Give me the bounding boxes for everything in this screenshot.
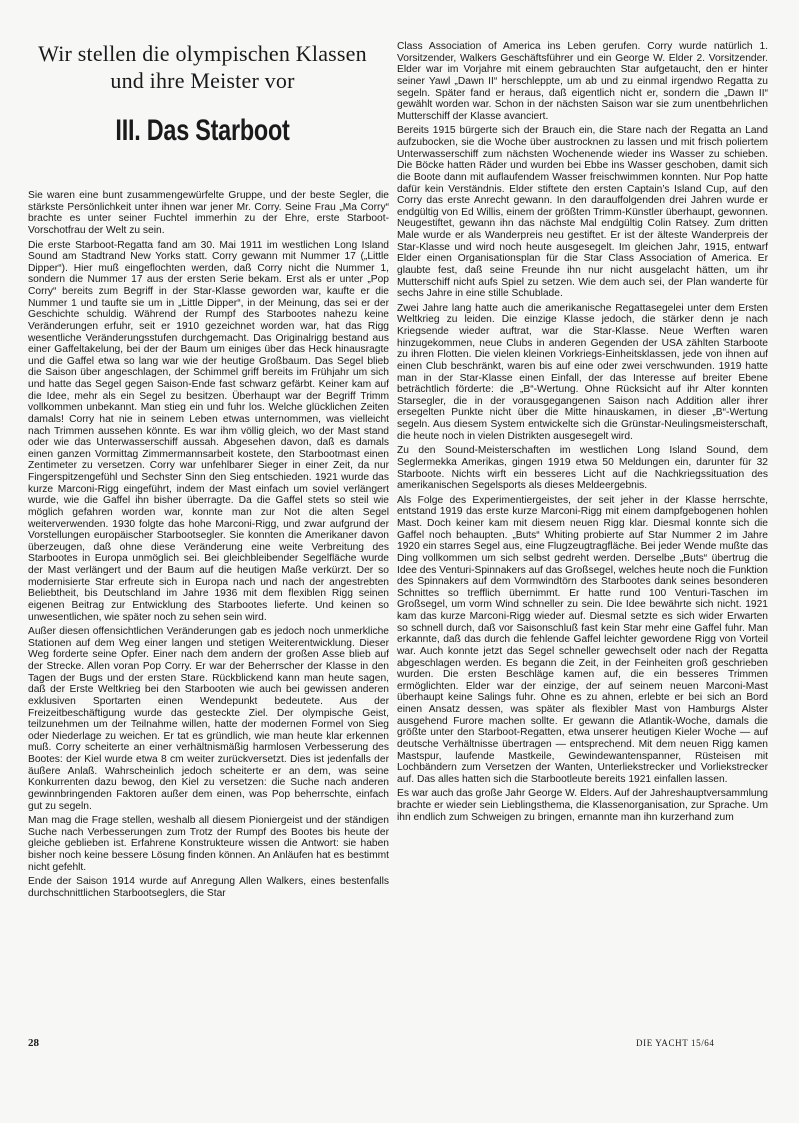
magazine-issue: DIE YACHT 15/64	[636, 1038, 715, 1048]
paragraph: Zu den Sound-Meisterschaften im westlichen Long Island Sound, dem Seglermekka Amerikas, gingen 1919 etwa 50 Meldungen ein, darunter für 32 Starboote. Nichts wirft ein besseres Licht auf die Nachkriegssituation des amerikanischen Segelsports als dieses Meldeergebnis.	[397, 445, 768, 492]
paragraph: Außer diesen offensichtlichen Veränderungen gab es jedoch noch unmerkliche Stationen auf dem Weg einer langen und stetigen Weiterentwicklung. Dieser Weg forderte seine Opfer. Einer nach dem andern der großen Asse blieb auf der Strecke. Allen voran Pop Corry. Er war der Beherrscher der Klasse in den Tagen der Bugs und der ersten Stare. Rückblickend kann man heute sagen, daß der Erste Weltkrieg bei den Starbooten wie auch bei gewissen anderen exklusiven Sportarten einen Wendepunkt bedeutete. Aus der Freizeitbeschäftigung wurde das gesteckte Ziel. Der olympische Geist, teilzunehmen um der Teilnahme willen, hatte der modernen Formel von Sieg oder Niederlage zu weichen. Er tat es gründlich, wie man heute klar erkennen muß. Corry scheiterte an einer verhältnismäßig harmlosen Verbesserung des Bootes: der Kiel wurde etwa 8 cm weiter zurückversetzt. Dies ist jedenfalls der äußere Anlaß. Wahrscheinlich jedoch scheiterte er an dem, was seine Konkurrenten dazu bewog, den Kiel zu versetzen: die Suche nach anderen gewinnbringenden Faktoren außer dem einen, was Pop beherrschte, einfach gut zu segeln.	[28, 626, 389, 812]
page-number: 28	[28, 1037, 39, 1049]
paragraph: Man mag die Frage stellen, weshalb all diesem Pioniergeist und der ständigen Suche nach Verbesserungen zum Trotz der Rumpf des Bootes bis heute der gleiche geblieben ist. Erfahrene Konstrukteure wissen die Antwort: sie haben bisher noch keine bessere Lösung finden können. An Anläufen hat es bestimmt nicht gefehlt.	[28, 815, 389, 873]
headline-line-1: Wir stellen die olympischen Klassen	[38, 41, 367, 66]
left-column	[28, 190, 389, 1028]
right-column	[397, 41, 768, 1029]
paragraph: Ende der Saison 1914 wurde auf Anregung Allen Walkers, eines bestenfalls durchschnittlichen Starbootseglers, die Star	[28, 876, 389, 899]
paragraph: Sie waren eine bunt zusammengewürfelte Gruppe, und der beste Segler, die stärkste Persönlichkeit unter ihnen war jener Mr. Corry. Seine Frau „Ma Corry“ brachte es unter seiner Fuchtel immerhin zu der Ehre, erste Starboot-Vorschotfrau der Welt zu sein.	[28, 190, 389, 236]
paragraph: Die erste Starboot-Regatta fand am 30. Mai 1911 im westlichen Long Island Sound am Stadtrand New Yorks statt. Corry gewann mit Nummer 17 („Little Dipper“). Hier muß eingeflochten werden, daß Corry nicht die Nummer 1, sondern die Nummer 17 aus der ersten Serie bekam. Erst als er unter „Pop Corry“ bereits zum Begriff in der Star-Klasse geworden war, kaufte er die Nummer 1 und taufte sie um in „Little Dipper“, in der Meinung, das sei er der Geschichte schuldig. Während der Rumpf des Starbootes nahezu keine Veränderungen erfuhr, seit er 1910 gezeichnet worden war, hat das Rigg wesentliche Veränderungsstufen durchgemacht. Das Originalrigg bestand aus einer Gaffeltakelung, bei der der Baum um einiges über das Heck hinausragte und die Gaffel etwa so lang war wie der heutige Großbaum. Das Segel blieb die Saison über angeschlagen, der Schimmel griff bereits im Frühjahr um sich und hatte das Segel gegen Saison-Ende fast schwarz gefärbt. Keiner kam auf die Idee, mehr als ein Segel zu besitzen. Überhaupt war der Begriff Trimm vollkommen unbekannt. Man stieg ein und fuhr los. Welche glücklichen Zeiten damals! Corry hat nie in seinem Leben etwas unternommen, was vielleicht nach Trimmen aussehen könnte. Es war ihm völlig gleich, wo der Mast stand oder wie das Unterwasserschiff aussah. Abgesehen davon, daß es damals einen ganzen Vormittag Zimmermannsarbeit kostete, den Starbootmast einen Zentimeter zu versetzen. Corry war unfehlbarer Sieger in einer Zeit, da nur Fingerspitzengefühl und Sechster Sinn den Sieg entschieden. 1921 wurde das kurze Marconi-Rigg eingeführt, indem der Mast einfach um soviel verlängert wurde, wie die Gaffel ihn bisher überragte. Da die Gaffel stets so steil wie möglich gefahren worden war, konnte man zur Not die alten Segel weiterverwenden. 1930 folgte das hohe Marconi-Rigg, und zwar aufgrund der Vorstellungen europäischer Starbootsegler. Sie konnten die Amerikaner davon überzeugen, daß ohne diese Veränderung eine weite Verbreitung des Starbootes in Europa unmöglich sei. Bei gleichbleibender Segelfläche wurde der Mast verlängert und der Baum auf die heutigen Maße verkürzt. Der so modernisierte Star erfreute sich in Europa nach und nach der angestrebten Beliebtheit, bis Deutschland im Jahre 1936 mit dem flexiblen Rigg seinen eigenen Beitrag zur Entwicklung des Starbootes lieferte. Und keinen so unwesentlichen, wie später noch zu sehen sein wird.	[28, 239, 389, 623]
paragraph: Class Association of America ins Leben gerufen. Corry wurde natürlich 1. Vorsitzender, Walkers Geschäftsführer und ein George W. Elder 2. Vorsitzender. Elder war im Vorjahre mit einem gebrauchten Star aufgetaucht, den er hinter seiner Yawl „Dawn II“ herschleppte, um ab und zu einmal irgendwo Regatta zu segeln. Später fand er heraus, daß eigentlich nicht er, sondern die „Dawn II“ gewählt worden war. Schon in der nächsten Saison war sie zum unentbehrlichen Mutterschiff der Klasse avanciert.	[397, 41, 768, 122]
paragraph: Zwei Jahre lang hatte auch die amerikanische Regattasegelei unter dem Ersten Weltkrieg zu leiden. Die einzige Klasse jedoch, die stärker denn je nach Kriegsende wieder auftrat, war die Star-Klasse. Neue Werften waren hinzugekommen, neue Clubs in anderen Gegenden der USA zählten Starboote zu ihren Flotten. Die vielen kleinen Vorkriegs-Einheitsklassen, jede von ihnen auf einen Club beschränkt, waren bis auf eine oder zwei verschwunden. 1919 hatte man in der Star-Klasse einen Einfall, der das Interesse auf breiter Ebene beträchtlich förderte: die „B“-Wertung. Ohne Rücksicht auf ihr Alter konnten Starsegler, die in der vorausgegangenen Saison nach Addition aller ihrer ersegelten Punkte nicht über die Mitte hinauskamen, in dieser „B“-Wertung segeln. Aus diesem System entwickelte sich die Grünstar-Neulingsmeisterschaft, die heute noch in vielen Distrikten ausgesegelt wird.	[397, 302, 768, 442]
article-title: III. Das Starboot	[115, 114, 290, 147]
paragraph: Bereits 1915 bürgerte sich der Brauch ein, die Stare nach der Regatta an Land aufzubocken, sie die Woche über austrocknen zu lassen und mit frisch poliertem Unterwasserschiff zum nächsten Wochenende wieder ins Wasser zu schieben. Die Böcke hatten Räder und wurden bei Ebbe ins Wasser geschoben, damit sich die Boote dann mit auflaufendem Wasser freischwimmen konnten. Nur Pop hatte dafür kein Verständnis. Elder stiftete den ersten Captain’s Island Cup, auf den Corry das erste Anrecht gewann. In den darauffolgenden drei Jahren wurde er endgültig von Ed Willis, einem der größten Trimm-Künstler überhaupt, gewonnen. Neugestiftet, gewann ihn das nächste Mal endgültig Colin Ratsey. Zum dritten Male wurde er als Wanderpreis neu gestiftet. Er ist der älteste Wanderpreis der Star-Klasse und wird noch heute ausgesegelt. Im gleichen Jahr, 1915, entwarf Elder einen Organisationsplan für die Star Class Association of America. Er glaubte fest, daß seine Freunde ihn nur nicht ausgelacht hätten, um ihr Mutterschiff nicht aufs Spiel zu setzen. Wie dem auch sei, der Plan wanderte für sechs Jahre in eine stille Schublade.	[397, 125, 768, 300]
paragraph: Es war auch das große Jahr George W. Elders. Auf der Jahreshauptversammlung brachte er wieder sein Lieblingsthema, die Klassenorganisation, zur Sprache. Um ihn endlich zum Schweigen zu bringen, ernannte man ihn kurzerhand zum	[397, 788, 768, 823]
series-headline	[30, 40, 375, 94]
headline-line-2: und ihre Meister vor	[110, 68, 295, 93]
paragraph: Als Folge des Experimentiergeistes, der seit jeher in der Klasse herrschte, entstand 1919 das erste kurze Marconi-Rigg mit einem dampfgebogenen hohlen Mast. Doch keiner kam mit diesem neuen Rigg klar. Diesmal konnte sich die Gaffel noch behaupten. „Buts“ Whiting probierte auf Star Nummer 2 im Jahre 1920 ein starres Segel aus, eine Flugzeugtragfläche. Bei jeder Wende mußte das Ding vollkommen um sich selbst gedreht werden. Derselbe „Buts“ übertrug die Idee des Venturi-Spinnakers auf das Großsegel, welches heute noch die Funktion des Spinnakers auf dem Vormwindtörn des Starbootes dank seines besonderen Schnittes so trefflich übernimmt. Er hatte rund 100 Venturi-Taschen im Großsegel, um vorm Wind schneller zu sein. Die Idee bewährte sich nicht. 1921 kam das kurze Marconi-Rigg wieder auf. Diesmal setzte es sich wider Erwarten so schnell durch, daß vor Saisonschluß fast kein Star mehr eine Gaffel fuhr. Man erkannte, daß das durch die fehlende Gaffel leichter gewordene Rigg von Vorteil war. Auch konnte jetzt das Segel schneller gewechselt oder nach der Regatta abgeschlagen werden. Es begann die Zeit, in der Feinheiten groß geschrieben wurden. Die ersten Beschläge kamen auf, die ein besseres Trimmen ermöglichten. Elder war der einzige, der auf seinem neuen Marconi-Mast überhaupt keine Salings fuhr. Ohne es zu ahnen, erlebte er bei sich an Bord einen Ansatz dessen, was später als flexibler Mast von Hamburgs Alster ausgehend Furore machen sollte. Er gewann die Atlantik-Woche, damals die größte unter den Starboot-Regatten, etwa unserer heutigen Kieler Woche — auf deutsche Verhältnisse übertragen — entsprechend. Mit dem neuen Rigg kamen Mastspur, laufende Mastkeile, Gewindewantenspanner, Rüsteisen mit Lochbändern zum Versetzen der Wanten, Unterliekstrecker und Vorliekstrecker auf. Das alles hatten sich die Starbootleute bereits 1921 einfallen lassen.	[397, 494, 768, 785]
